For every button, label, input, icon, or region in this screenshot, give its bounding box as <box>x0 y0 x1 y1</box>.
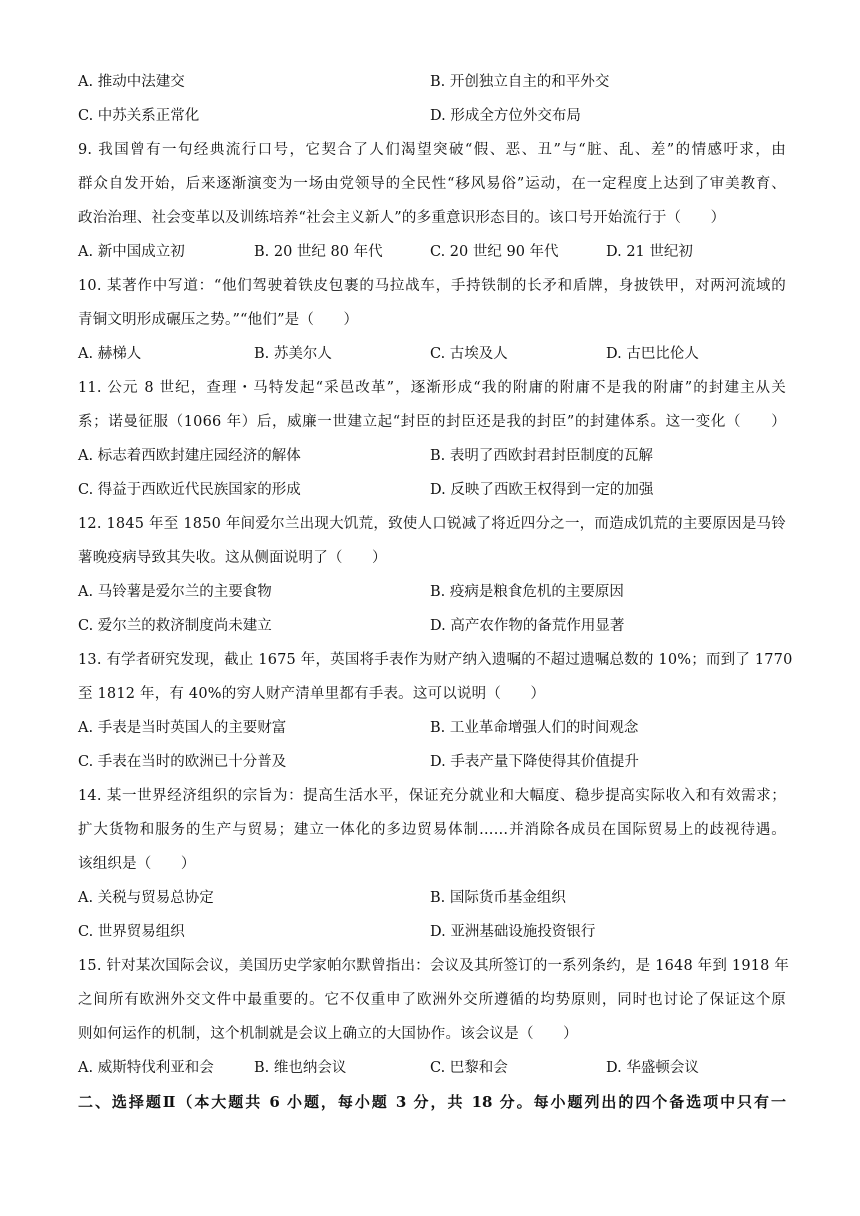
q14-option-a[interactable]: A. 关税与贸易总协定 <box>78 890 214 906</box>
q8-option-a[interactable]: A. 推动中法建交 <box>78 74 185 90</box>
q13-option-c[interactable]: C. 手表在当时的欧洲已十分普及 <box>78 754 287 770</box>
q9-stem-line-3: 政治治理、社会变革以及训练培养“社会主义新人”的多重意识形态目的。该口号开始流行于（ ） <box>78 210 726 226</box>
q15-stem-line-3: 则如何运作的机制，这个机制就是会议上确立的大国协作。该会议是（ ） <box>78 1026 578 1042</box>
q12-option-c[interactable]: C. 爱尔兰的救济制度尚未建立 <box>78 618 272 634</box>
q9-option-c[interactable]: C. 20 世纪 90 年代 <box>430 244 559 260</box>
q9-option-b[interactable]: B. 20 世纪 80 年代 <box>254 244 383 260</box>
q10-option-c[interactable]: C. 古埃及人 <box>430 346 508 362</box>
q14-option-c[interactable]: C. 世界贸易组织 <box>78 924 185 940</box>
section-2-heading: 二、选择题Ⅱ（本大题共 6 小题，每小题 3 分，共 18 分。每小题列出的四个备选项中只有一 <box>78 1093 786 1111</box>
q14-option-d[interactable]: D. 亚洲基础设施投资银行 <box>430 924 596 940</box>
q11-option-b[interactable]: B. 表明了西欧封君封臣制度的瓦解 <box>430 448 653 464</box>
q13-stem-line-2: 至 1812 年，有 40%的穷人财产清单里都有手表。这可以说明（ ） <box>78 686 546 702</box>
q12-stem-line-2: 薯晚疫病导致其失收。这从侧面说明了（ ） <box>78 550 387 566</box>
q9-stem-line-1: 9. 我国曾有一句经典流行口号，它契合了人们渴望突破“假、恶、丑”与“脏、乱、差”的情感吁求，由 <box>78 142 786 158</box>
q10-option-d[interactable]: D. 古巴比伦人 <box>606 346 699 362</box>
q13-option-b[interactable]: B. 工业革命增强人们的时间观念 <box>430 720 639 736</box>
q8-option-b[interactable]: B. 开创独立自主的和平外交 <box>430 74 610 90</box>
q13-stem-line-1: 13. 有学者研究发现，截止 1675 年，英国将手表作为财产纳入遗嘱的不超过遗嘱总数的 10%；而到了 1770 <box>78 652 793 668</box>
q12-option-d[interactable]: D. 高产农作物的备荒作用显著 <box>430 618 625 634</box>
q10-stem-line-2: 青铜文明形成碾压之势。”“他们”是（ ） <box>78 312 359 328</box>
q14-stem-line-2: 扩大货物和服务的生产与贸易；建立一体化的多边贸易体制……并消除各成员在国际贸易上的歧视待遇。 <box>78 822 786 838</box>
q11-stem-line-1: 11. 公元 8 世纪，查理・马特发起“采邑改革”，逐渐形成“我的附庸的附庸不是我的附庸”的封建主从关 <box>78 380 786 396</box>
q13-option-a[interactable]: A. 手表是当时英国人的主要财富 <box>78 720 287 736</box>
q15-option-c[interactable]: C. 巴黎和会 <box>430 1060 508 1076</box>
q12-option-b[interactable]: B. 疫病是粮食危机的主要原因 <box>430 584 624 600</box>
q15-stem-line-2: 之间所有欧洲外交文件中最重要的。它不仅重申了欧洲外交所遵循的均势原则，同时也讨论了保证这个原 <box>78 992 786 1008</box>
q9-stem-line-2: 群众自发开始，后来逐渐演变为一场由党领导的全民性“移风易俗”运动，在一定程度上达到了审美教育、 <box>78 176 786 192</box>
q12-stem-line-1: 12. 1845 年至 1850 年间爱尔兰出现大饥荒，致使人口锐减了将近四分之一，而造成饥荒的主要原因是马铃 <box>78 516 786 532</box>
q8-option-c[interactable]: C. 中苏关系正常化 <box>78 108 200 124</box>
q8-option-d[interactable]: D. 形成全方位外交布局 <box>430 108 581 124</box>
q15-stem-line-1: 15. 针对某次国际会议，美国历史学家帕尔默曾指出：会议及其所签订的一系列条约，是 1648 年到 1918 年 <box>78 958 790 974</box>
q9-option-a[interactable]: A. 新中国成立初 <box>78 244 185 260</box>
q12-option-a[interactable]: A. 马铃薯是爱尔兰的主要食物 <box>78 584 272 600</box>
q14-stem-line-1: 14. 某一世界经济组织的宗旨为：提高生活水平，保证充分就业和大幅度、稳步提高实际收入和有效需求； <box>78 788 786 804</box>
q15-option-a[interactable]: A. 威斯特伐利亚和会 <box>78 1060 214 1076</box>
q15-option-d[interactable]: D. 华盛顿会议 <box>606 1060 699 1076</box>
q10-option-a[interactable]: A. 赫梯人 <box>78 346 142 362</box>
q11-option-d[interactable]: D. 反映了西欧王权得到一定的加强 <box>430 482 654 498</box>
q11-option-c[interactable]: C. 得益于西欧近代民族国家的形成 <box>78 482 301 498</box>
q15-option-b[interactable]: B. 维也纳会议 <box>254 1060 347 1076</box>
q9-option-d[interactable]: D. 21 世纪初 <box>606 244 693 260</box>
q13-option-d[interactable]: D. 手表产量下降使得其价值提升 <box>430 754 639 770</box>
q11-option-a[interactable]: A. 标志着西欧封建庄园经济的解体 <box>78 448 301 464</box>
q10-stem-line-1: 10. 某著作中写道：“他们驾驶着铁皮包裹的马拉战车，手持铁制的长矛和盾牌，身披铁甲，对两河流域的 <box>78 278 786 294</box>
q14-stem-line-3: 该组织是（ ） <box>78 856 196 872</box>
q11-stem-line-2: 系；诺曼征服（1066 年）后，威廉一世建立起“封臣的封臣还是我的封臣”的封建体系。这一变化（ ） <box>78 414 786 430</box>
q14-option-b[interactable]: B. 国际货币基金组织 <box>430 890 566 906</box>
q10-option-b[interactable]: B. 苏美尔人 <box>254 346 332 362</box>
